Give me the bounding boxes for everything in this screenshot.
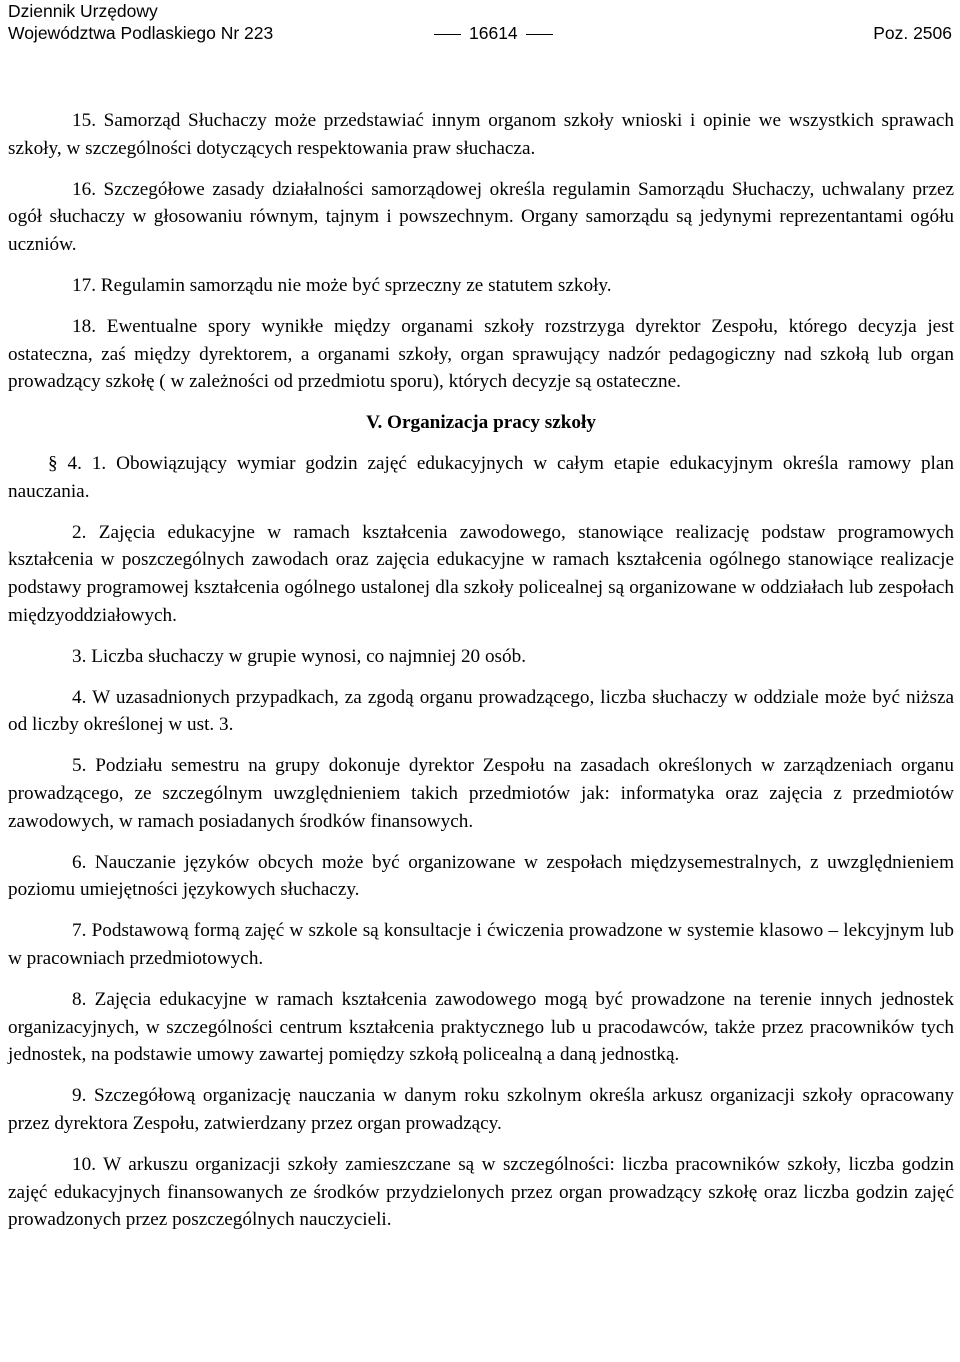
section-paragraph-8: 8. Zajęcia edukacyjne w ramach kształcenia zawodowego mogą być prowadzone na terenie innych jednostek organizacyjnych, w szczególności centrum kształcenia praktycznego lub u pracodawców, także przez pracowników tych jednostek, na podstawie umowy zawartej pomiędzy szkołą policealną a daną jednostką. (8, 988, 954, 1066)
paragraph-16: 16. Szczegółowe zasady działalności samorządowej określa regulamin Samorządu Słuchaczy, uchwalany przez ogół słuchaczy w głosowaniu równym, tajnym i powszechnym. Organy samorządu są jedynymi reprezentantami ogółu uczniów. (8, 178, 954, 256)
section-paragraph-10: 10. W arkuszu organizacji szkoły zamieszczane są w szczególności: liczba pracowników szkoły, liczba godzin zajęć edukacyjnych finansowanych ze środków przydzielonych przez organ prowadzący szkołę oraz liczba godzin zajęć prowadzonych przez poszczególnych nauczycieli. (8, 1153, 954, 1231)
paragraph-17: 17. Regulamin samorządu nie może być sprzeczny ze statutem szkoły. (72, 274, 612, 296)
page-number: 16614 (469, 23, 518, 43)
page-number-group (434, 22, 553, 44)
section-paragraph-4: 4. W uzasadnionych przypadkach, za zgodą organu prowadzącego, liczba słuchaczy w oddziale może być niższa od liczby określonej w ust. 3. (8, 686, 954, 736)
section-paragraph-2: 2. Zajęcia edukacyjne w ramach kształcenia zawodowego, stanowiące realizację podstaw programowych kształcenia w poszczególnych zawodach oraz zajęcia edukacyjne w ramach kształcenia ogólnego stanowiące realizacje podstawy programowej kształcenia ogólnego ustalonej dla szkoły policealnej są organizowane w oddziałach lub zespołach międzyoddziałowych. (8, 521, 954, 626)
publication-volume: Województwa Podlaskiego Nr 223 (8, 23, 274, 43)
section-paragraph-5: 5. Podziału semestru na grupy dokonuje dyrektor Zespołu na zasadach określonych w zarządzeniach organu prowadzącego, ze szczególnym uwzględnieniem takich przedmiotów jak: informatyka oraz zajęcia z przedmiotów zawodowych, w ramach posiadanych środków finansowych. (8, 755, 954, 832)
section-paragraph-3: 3. Liczba słuchaczy w grupie wynosi, co najmniej 20 osób. (72, 645, 526, 667)
dash-right (526, 34, 553, 35)
section-heading: V. Organizacja pracy szkoły (366, 412, 596, 434)
section-paragraph-6: 6. Nauczanie języków obcych może być organizowane w zespołach międzysemestralnych, z uwzględnieniem poziomu umiejętności językowych słuchaczy. (8, 851, 954, 901)
page-header (8, 0, 954, 46)
dash-left (434, 34, 461, 35)
section-paragraph-7: 7. Podstawową formą zajęć w szkole są konsultacje i ćwiczenia prowadzone w systemie klasowo – lekcyjnym lub w pracowniach przedmiotowych. (8, 920, 954, 969)
section-paragraph-9: 9. Szczegółową organizację nauczania w danym roku szkolnym określa arkusz organizacji szkoły opracowany przez dyrektora Zespołu, zatwierdzany przez organ prowadzący. (8, 1085, 954, 1134)
publication-name: Dziennik Urzędowy (8, 1, 158, 21)
header-info-row (8, 22, 954, 46)
section-paragraph-1: § 4. 1. Obowiązujący wymiar godzin zajęć edukacyjnych w całym etapie edukacyjnym określa ramowy plan nauczania. (8, 452, 954, 502)
document-body (8, 107, 954, 1247)
paragraph-18: 18. Ewentualne spory wynikłe między organami szkoły rozstrzyga dyrektor Zespołu, którego decyzja jest ostateczna, zaś między dyrektorem, a organami szkoły, organ sprawujący nadzór pedagogiczny nad szkołą lub organ prowadzący szkołę ( w zależności od przedmiotu sporu), których decyzje są ostateczne. (8, 315, 954, 393)
paragraph-15: 15. Samorząd Słuchaczy może przedstawiać innym organom szkoły wnioski i opinie we wszystkich sprawach szkoły, w szczególności dotyczących respektowania praw słuchacza. (8, 110, 954, 159)
position-number: Poz. 2506 (873, 23, 952, 43)
